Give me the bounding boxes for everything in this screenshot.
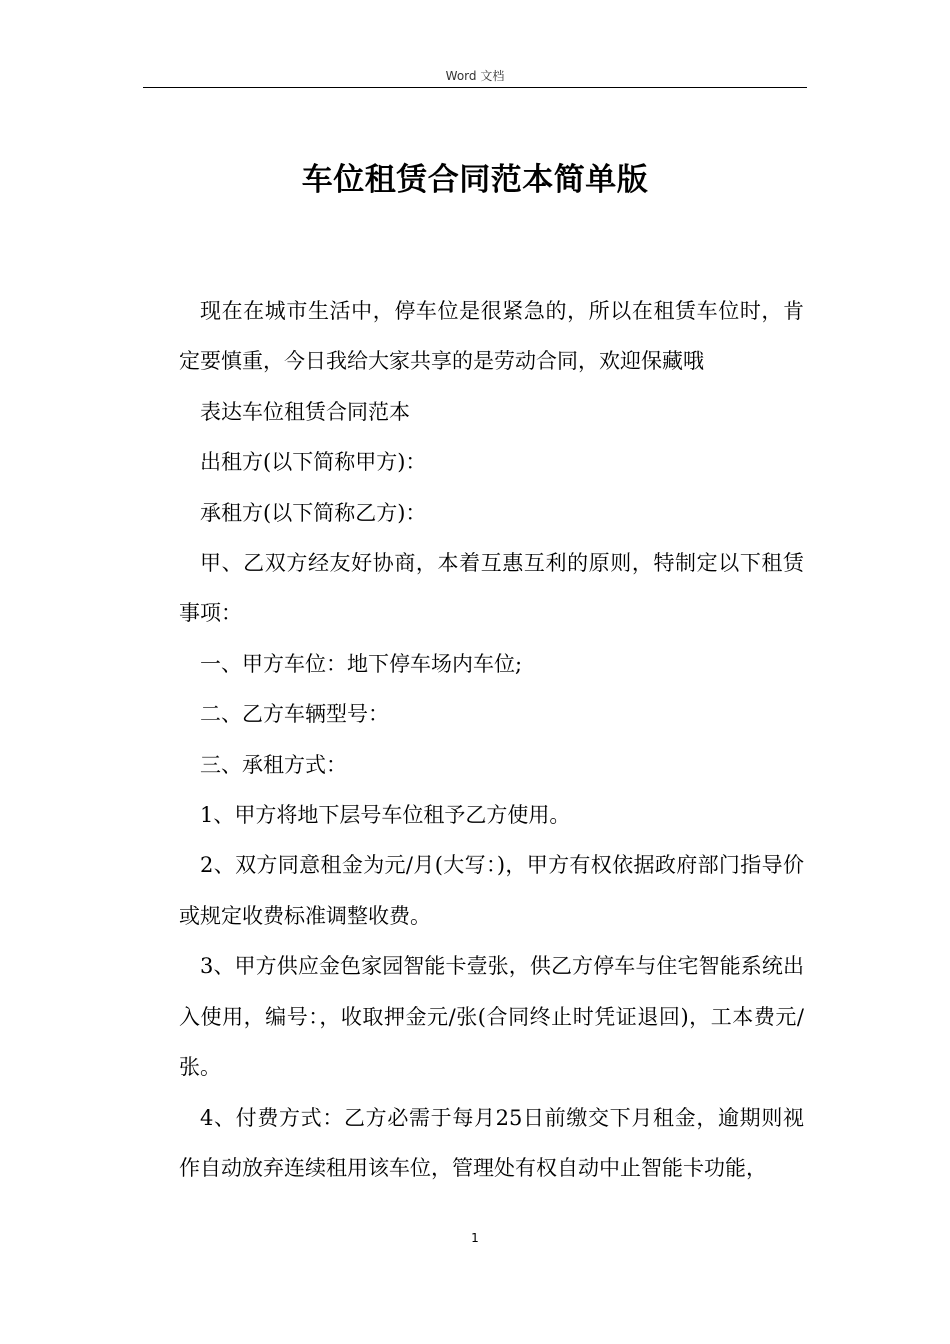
paragraph-subtitle: 表达车位租赁合同范本: [200, 399, 410, 424]
paragraph-clause-1: 一、甲方车位：地下停车场内车位;: [200, 651, 523, 676]
paragraph-item-2: 2、双方同意租金为元/月(大写：)，甲方有权依据政府部门指导价或规定收费标准调整收费。: [179, 853, 804, 928]
document-title: 车位租赁合同范本简单版: [301, 162, 649, 198]
paragraph-item-1: 1、甲方将地下层号车位租予乙方使用。: [200, 803, 571, 828]
paragraph-clause-3: 三、承租方式：: [200, 752, 347, 777]
paragraph-lessee: 承租方(以下简称乙方)：: [200, 500, 427, 525]
document-body: [179, 286, 804, 1193]
paragraph-agreement: 甲、乙双方经友好协商，本着互惠互利的原则，特制定以下租赁事项：: [179, 551, 804, 626]
paragraph-item-3: 3、甲方供应金色家园智能卡壹张，供乙方停车与住宅智能系统出入使用，编号：，收取押金元/张(合同终止时凭证退回)，工本费元/张。: [179, 954, 804, 1080]
page-header: Word 文档: [445, 69, 505, 83]
paragraph-item-4: 4、付费方式：乙方必需于每月25日前缴交下月租金，逾期则视作自动放弃连续租用该车位，管理处有权自动中止智能卡功能，: [179, 1105, 804, 1180]
paragraph-intro: 现在在城市生活中，停车位是很紧急的，所以在租赁车位时，肯定要慎重，今日我给大家共享的是劳动合同，欢迎保藏哦: [179, 299, 804, 374]
paragraph-lessor: 出租方(以下简称甲方)：: [200, 450, 427, 475]
paragraph-clause-2: 二、乙方车辆型号：: [200, 702, 389, 727]
header-divider: [143, 87, 807, 88]
page-number: 1: [471, 1231, 479, 1245]
